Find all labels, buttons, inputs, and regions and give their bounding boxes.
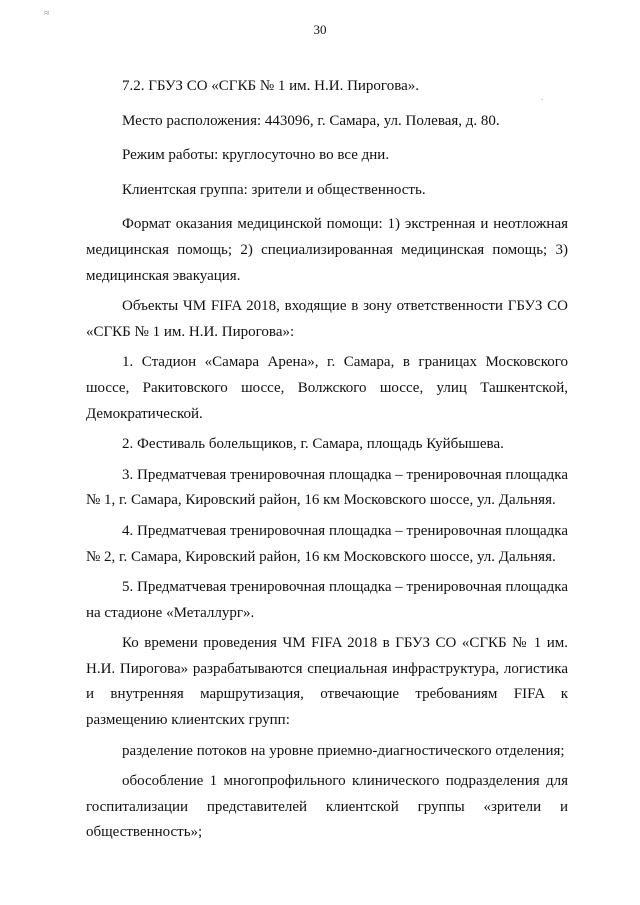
bullet-unit-isolation-end: общественность»; (86, 824, 203, 841)
bullet-flow-separation: разделение потоков на уровне приемно-диагностического отделения; (122, 742, 565, 759)
paragraph-work-hours: Режим работы: круглосуточно во все дни. (122, 147, 390, 164)
list-item-4: 4. Предматчевая тренировочная площадка – тренировочная площадка № 2, г. Самара, Кировский район, 16 км Московского шоссе, ул. Дальняя. (86, 522, 569, 565)
bullet-unit-isolation: обособление 1 многопрофильного клинического подразделения для госпитализации представителей клиентской группы «зрители и (86, 773, 568, 815)
paragraph-infrastructure: Ко времени проведения ЧМ FIFA 2018 в ГБУЗ СО «СГКБ № 1 им. Н.И. Пирогова» разрабатываются специальная инфраструктура, логистика и внутренняя маршрутизация, отвечающие требованиям FIFA к размещению клиентских групп: (86, 635, 568, 729)
paragraph-location: Место расположения: 443096, г. Самара, ул. Полевая, д. 80. (122, 112, 500, 129)
scan-corner-mark: ≈ (44, 8, 50, 19)
scan-dot-mark: . (541, 92, 544, 102)
paragraph-client-group: Клиентская группа: зрители и общественность. (122, 181, 426, 198)
section-heading: 7.2. ГБУЗ СО «СГКБ № 1 им. Н.И. Пирогова». (122, 78, 420, 94)
page-number: 30 (313, 22, 327, 37)
list-item-2: 2. Фестиваль болельщиков, г. Самара, площадь Куйбышева. (122, 436, 504, 453)
document-body (86, 74, 568, 846)
list-item-1: 1. Стадион «Самара Арена», г. Самара, в границах Московского шоссе, Ракитовского шоссе, Волжского шоссе, улиц Ташкентской, Демократической. (86, 354, 568, 422)
paragraph-objects-intro: Объекты ЧМ FIFA 2018, входящие в зону ответственности ГБУЗ СО «СГКБ № 1 им. Н.И. Пирогова»: (86, 298, 568, 340)
list-item-3: 3. Предматчевая тренировочная площадка – тренировочная площадка № 1, г. Самара, Кировский район, 16 км Московского шоссе, ул. Дальняя. (86, 466, 569, 509)
list-item-5: 5. Предматчевая тренировочная площадка – тренировочная площадка на стадионе «Металлург». (86, 579, 569, 621)
paragraph-care-format: Формат оказания медицинской помощи: 1) экстренная и неотложная медицинская помощь; 2) специализированная медицинская помощь; 3) медицинская эвакуация. (86, 216, 568, 284)
